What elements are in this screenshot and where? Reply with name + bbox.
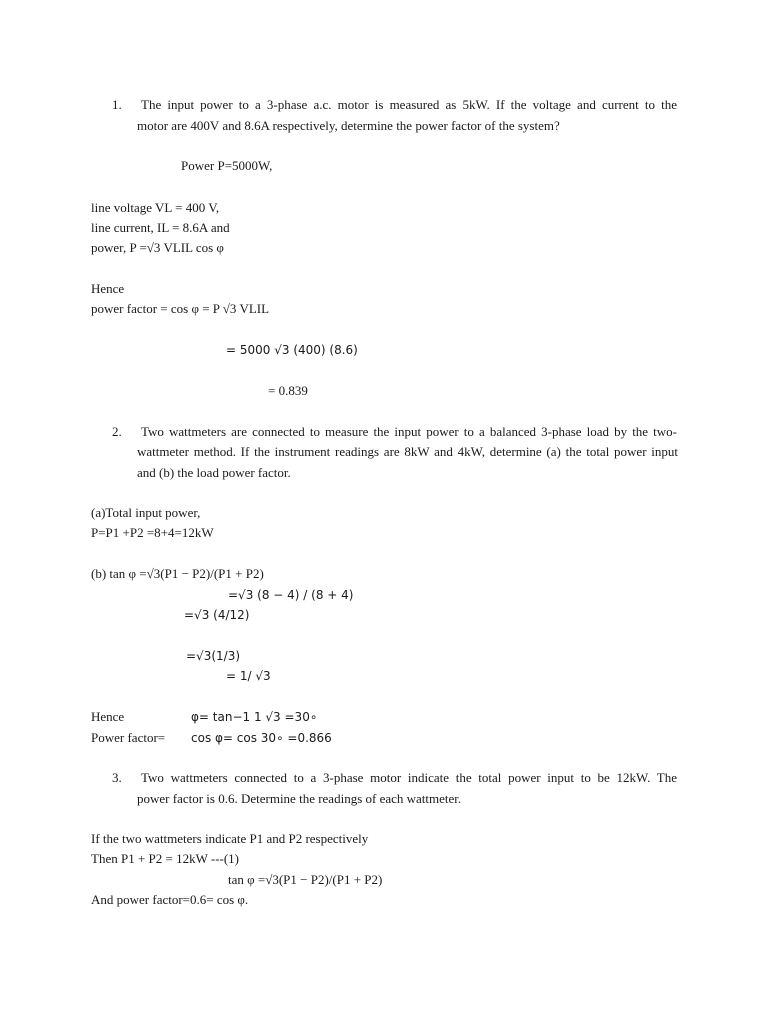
question-1-line-1: The input power to a 3-phase a.c. motor is measured as 5kW. If the voltage and current to the — [141, 97, 677, 112]
solution-3-line-1: If the two wattmeters indicate P1 and P2 respectively — [91, 831, 369, 846]
solution-2-b-calculation-1: =√3 (8 − 4) / (8 + 4) — [228, 588, 354, 602]
question-2-number: 2. — [112, 424, 122, 439]
solution-1-line-voltage: line voltage VL = 400 V, — [91, 200, 220, 215]
question-1-number: 1. — [112, 97, 122, 112]
solution-1-line-current: line current, IL = 8.6A and — [91, 220, 230, 235]
question-1-line-2: motor are 400V and 8.6A respectively, determine the power factor of the system? — [137, 118, 560, 133]
solution-2-hence-value: φ= tan−1 1 √3 =30∘ — [191, 710, 318, 724]
solution-2-b-equation: (b) tan φ =√3(P1 − P2)/(P1 + P2) — [91, 566, 264, 581]
solution-1-pf-equation: power factor = cos φ = P √3 VLIL — [91, 301, 270, 316]
solution-1-power-equation: power, P =√3 VLIL cos φ — [91, 240, 224, 255]
solution-2-b-calculation-4: = 1/ √3 — [226, 669, 271, 683]
question-2-line-1: Two wattmeters are connected to measure the input power to a balanced 3-phase load by the two- — [141, 424, 677, 439]
solution-3-line-4: And power factor=0.6= cos φ. — [91, 892, 249, 907]
solution-1-hence: Hence — [91, 281, 125, 296]
question-2-line-3: and (b) the load power factor. — [137, 465, 291, 480]
solution-3-line-3: tan φ =√3(P1 − P2)/(P1 + P2) — [228, 872, 383, 887]
solution-1-power: Power P=5000W, — [181, 158, 273, 173]
question-2-line-2: wattmeter method. If the instrument readings are 8kW and 4kW, determine (a) the total power input — [137, 444, 678, 459]
question-3-line-2: power factor is 0.6. Determine the readings of each wattmeter. — [137, 791, 462, 806]
solution-2-a-equation: P=P1 +P2 =8+4=12kW — [91, 525, 214, 540]
question-3-line-1: Two wattmeters connected to a 3-phase motor indicate the total power input to be 12kW. The — [141, 770, 677, 785]
solution-2-b-calculation-2: =√3 (4/12) — [184, 608, 250, 622]
solution-2-hence-label: Hence — [91, 709, 125, 724]
solution-1-calculation-1: = 5000 √3 (400) (8.6) — [226, 343, 358, 357]
solution-2-a-label: (a)Total input power, — [91, 505, 201, 520]
question-3-number: 3. — [112, 770, 122, 785]
solution-2-pf-label: Power factor= — [91, 730, 166, 745]
solution-3-line-2: Then P1 + P2 = 12kW ---(1) — [91, 851, 240, 866]
solution-2-b-calculation-3: =√3(1/3) — [186, 649, 241, 663]
solution-2-pf-value: cos φ= cos 30∘ =0.866 — [191, 731, 332, 745]
solution-1-calculation-2: = 0.839 — [268, 383, 308, 398]
